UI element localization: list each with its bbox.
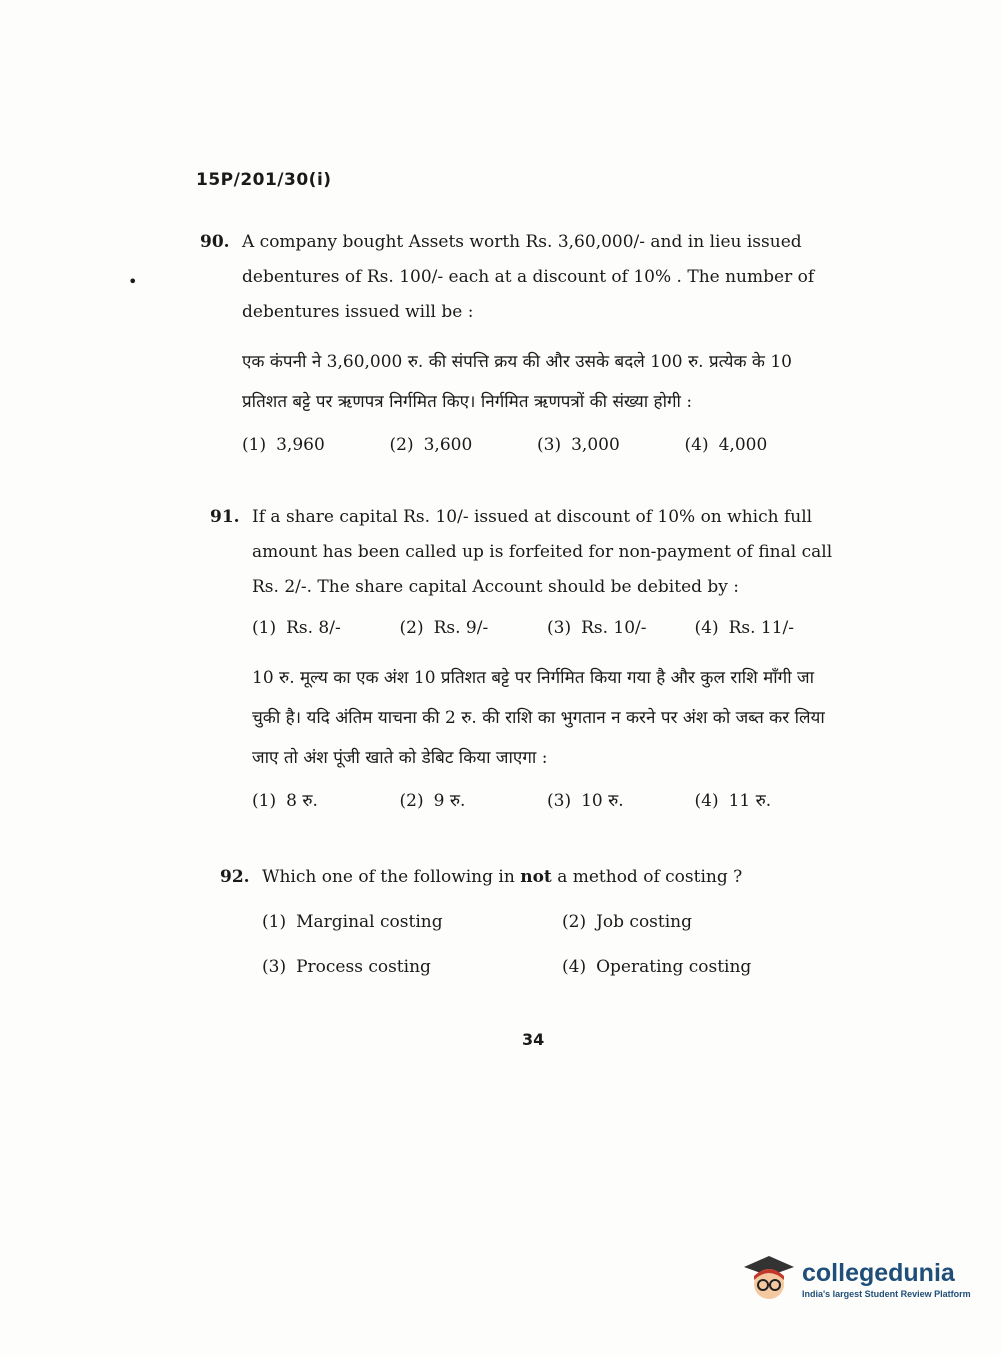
- options: [242, 428, 832, 463]
- option-4[interactable]: (4) 4,000: [684, 435, 768, 455]
- question-text-hi: एक कंपनी ने 3,60,000 रु. की संपत्ति क्रय की और उसके बदले 100 रु. प्रत्येक के 10 प्रतिशत बट्टे पर ऋणपत्र निर्गमित किए। निर्गमित ऋणपत्रों की संख्या होगी :: [242, 352, 792, 412]
- question-text-en: If a share capital Rs. 10/- issued at discount of 10% on which full amount has been called up is forfeited for non-payment of final call Rs. 2/-. The share capital Account should be debited by :: [252, 507, 833, 597]
- question-92: [220, 860, 822, 985]
- margin-mark: •: [128, 272, 138, 291]
- option-3[interactable]: (3) 3,000: [537, 435, 620, 455]
- question-text-en: Which one of the following in not a method of costing ?: [262, 867, 743, 887]
- option-1[interactable]: (1) Rs. 8/-: [252, 618, 341, 638]
- question-number: 92.: [220, 867, 250, 887]
- option-3[interactable]: (3) 10 रु.: [547, 791, 624, 811]
- option-1[interactable]: (1) 8 रु.: [252, 791, 318, 811]
- option-2[interactable]: (2) Job costing: [562, 912, 693, 932]
- option-1[interactable]: (1) 3,960: [242, 435, 325, 455]
- option-4[interactable]: (4) Operating costing: [562, 957, 752, 977]
- question-text-hi: 10 रु. मूल्य का एक अंश 10 प्रतिशत बट्टे पर निर्गमित किया गया है और कुल राशि माँगी जा चुकी है। यदि अंतिम याचना की 2 रु. की राशि का भुगतान न करने पर अंश को जब्त कर लिया जाए तो अंश पूंजी खाते को डेबिट किया जाएगा :: [252, 668, 825, 768]
- option-2[interactable]: (2) 9 रु.: [399, 791, 466, 811]
- brand-name: collegedunia: [802, 1259, 955, 1287]
- option-3[interactable]: (3) Process costing: [262, 957, 431, 977]
- option-2[interactable]: (2) 3,600: [389, 435, 473, 455]
- options: [262, 905, 822, 985]
- option-1[interactable]: (1) Marginal costing: [262, 912, 443, 932]
- question-90: [200, 225, 832, 463]
- options-hi: [252, 784, 842, 819]
- graduate-avatar-icon: [742, 1252, 796, 1306]
- paper-code: 15P/201/30(i): [196, 170, 332, 190]
- question-91: [210, 500, 842, 819]
- options-en: [252, 611, 842, 646]
- watermark-logo: [742, 1252, 971, 1306]
- option-2[interactable]: (2) Rs. 9/-: [399, 618, 489, 638]
- page-number: 34: [522, 1030, 545, 1049]
- option-4[interactable]: (4) 11 रु.: [694, 791, 772, 811]
- option-3[interactable]: (3) Rs. 10/-: [547, 618, 647, 638]
- question-number: 91.: [210, 507, 240, 527]
- option-4[interactable]: (4) Rs. 11/-: [694, 618, 795, 638]
- question-number: 90.: [200, 232, 230, 252]
- question-text-en: A company bought Assets worth Rs. 3,60,000/- and in lieu issued debentures of Rs. 100/- each at a discount of 10% . The number of debentures issued will be :: [242, 232, 815, 322]
- brand-tagline: India's largest Student Review Platform: [802, 1289, 971, 1299]
